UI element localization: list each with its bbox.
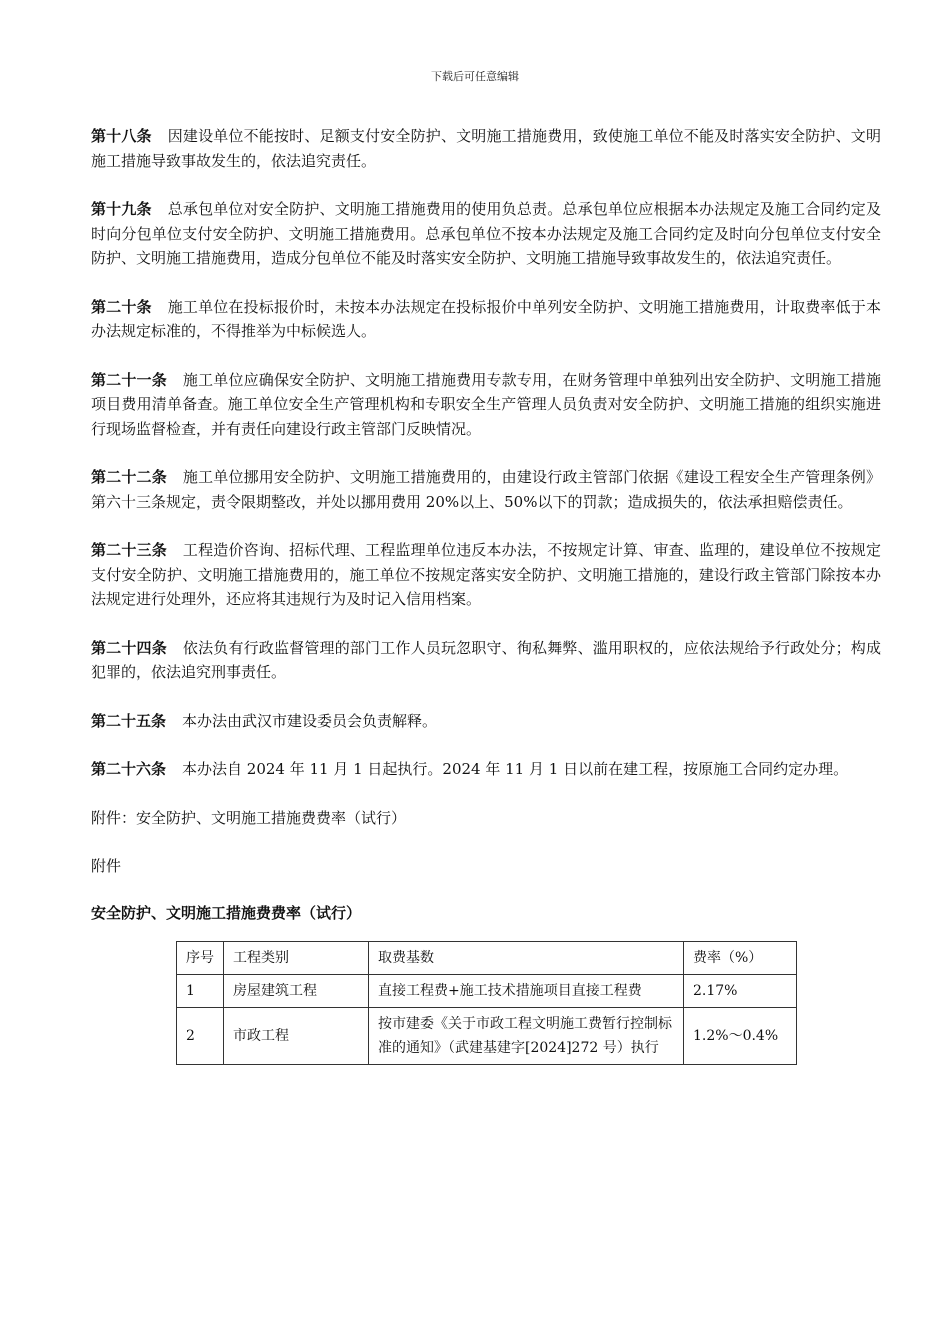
article-number: 第十八条 xyxy=(91,127,152,145)
article-24 xyxy=(91,636,881,685)
header-cell: 费率（%） xyxy=(684,941,797,974)
table-cell: 2.17% xyxy=(684,974,797,1007)
document-body xyxy=(91,124,881,1065)
article-text: 因建设单位不能按时、足额支付安全防护、文明施工措施费用，致使施工单位不能及时落实安全防护、文明施工措施导致事故发生的，依法追究责任。 xyxy=(91,127,881,170)
fee-rate-table xyxy=(176,941,797,1065)
article-number: 第二十条 xyxy=(91,297,152,316)
article-text: 总承包单位对安全防护、文明施工措施费用的使用负总责。总承包单位应根据本办法规定及施工合同约定及时向分包单位支付安全防护、文明施工措施费用。总承包单位不按本办法规定及施工合同约定及时向分包单位支付安全防护、文明施工措施费用，造成分包单位不能及时落实安全防护、文明施工措施导致事故发生的，依法追究责任。 xyxy=(91,200,881,267)
table-cell: 市政工程 xyxy=(224,1007,369,1064)
table-cell: 按市建委《关于市政工程文明施工费暂行控制标准的通知》（武建基建字[2024]272 号）执行 xyxy=(369,1007,684,1064)
article-text: 本办法自 2024 年 11 月 1 日起执行。2024 年 11 月 1 日以前在建工程，按原施工合同约定办理。 xyxy=(182,760,849,778)
table-cell: 直接工程费+施工技术措施项目直接工程费 xyxy=(369,974,684,1007)
table-cell: 1.2%～0.4% xyxy=(684,1007,797,1064)
article-number: 第二十二条 xyxy=(91,468,167,486)
article-19 xyxy=(91,197,881,271)
table-row xyxy=(177,974,797,1007)
article-text: 本办法由武汉市建设委员会负责解释。 xyxy=(182,711,438,730)
article-number: 第十九条 xyxy=(91,200,152,218)
table-cell: 1 xyxy=(177,974,224,1007)
article-text: 依法负有行政监督管理的部门工作人员玩忽职守、徇私舞弊、滥用职权的，应依法规给予行政处分；构成犯罪的，依法追究刑事责任。 xyxy=(91,638,881,681)
article-25 xyxy=(91,709,881,734)
article-text: 工程造价咨询、招标代理、工程监理单位违反本办法，不按规定计算、审查、监理的，建设单位不按规定支付安全防护、文明施工措施费用的，施工单位不按规定落实安全防护、文明施工措施的，建设行政主管部门除按本办法规定进行处理外，还应将其违规行为及时记入信用档案。 xyxy=(91,541,881,608)
article-21 xyxy=(91,368,881,442)
header-cell: 序号 xyxy=(177,941,224,974)
article-26 xyxy=(91,757,881,782)
table-cell: 2 xyxy=(177,1007,224,1064)
header-cell: 工程类别 xyxy=(224,941,369,974)
article-number: 第二十六条 xyxy=(91,760,167,778)
article-23 xyxy=(91,538,881,612)
article-number: 第二十五条 xyxy=(91,711,167,730)
table-row xyxy=(177,1007,797,1064)
attachment-label: 附件 xyxy=(91,856,122,875)
table-header-row xyxy=(177,941,797,974)
header-cell: 取费基数 xyxy=(369,941,684,974)
attachment-line: 附件：安全防护、文明施工措施费费率（试行） xyxy=(91,808,407,827)
article-number: 第二十三条 xyxy=(91,541,167,559)
article-number: 第二十一条 xyxy=(91,370,167,389)
article-text: 施工单位在投标报价时，未按本办法规定在投标报价中单列安全防护、文明施工措施费用，计取费率低于本办法规定标准的，不得推举为中标候选人。 xyxy=(91,297,881,340)
table-title: 安全防护、文明施工措施费费率（试行） xyxy=(91,903,362,922)
article-text: 施工单位应确保安全防护、文明施工措施费用专款专用，在财务管理中单独列出安全防护、文明施工措施项目费用清单备查。施工单位安全生产管理机构和专职安全生产管理人员负责对安全防护、文明施工措施的组织实施进行现场监督检查，并有责任向建设行政主管部门反映情况。 xyxy=(91,370,881,438)
article-18 xyxy=(91,124,881,173)
article-number: 第二十四条 xyxy=(91,638,167,657)
article-text: 施工单位挪用安全防护、文明施工措施费用的，由建设行政主管部门依据《建设工程安全生产管理条例》第六十三条规定，责令限期整改，并处以挪用费用 20%以上、50%以下的罚款；造成损失的，依法承担赔偿责任。 xyxy=(91,468,881,511)
table-cell: 房屋建筑工程 xyxy=(224,974,369,1007)
page-header: 下载后可任意编辑 xyxy=(431,70,519,83)
article-20 xyxy=(91,295,881,344)
article-22 xyxy=(91,465,881,514)
